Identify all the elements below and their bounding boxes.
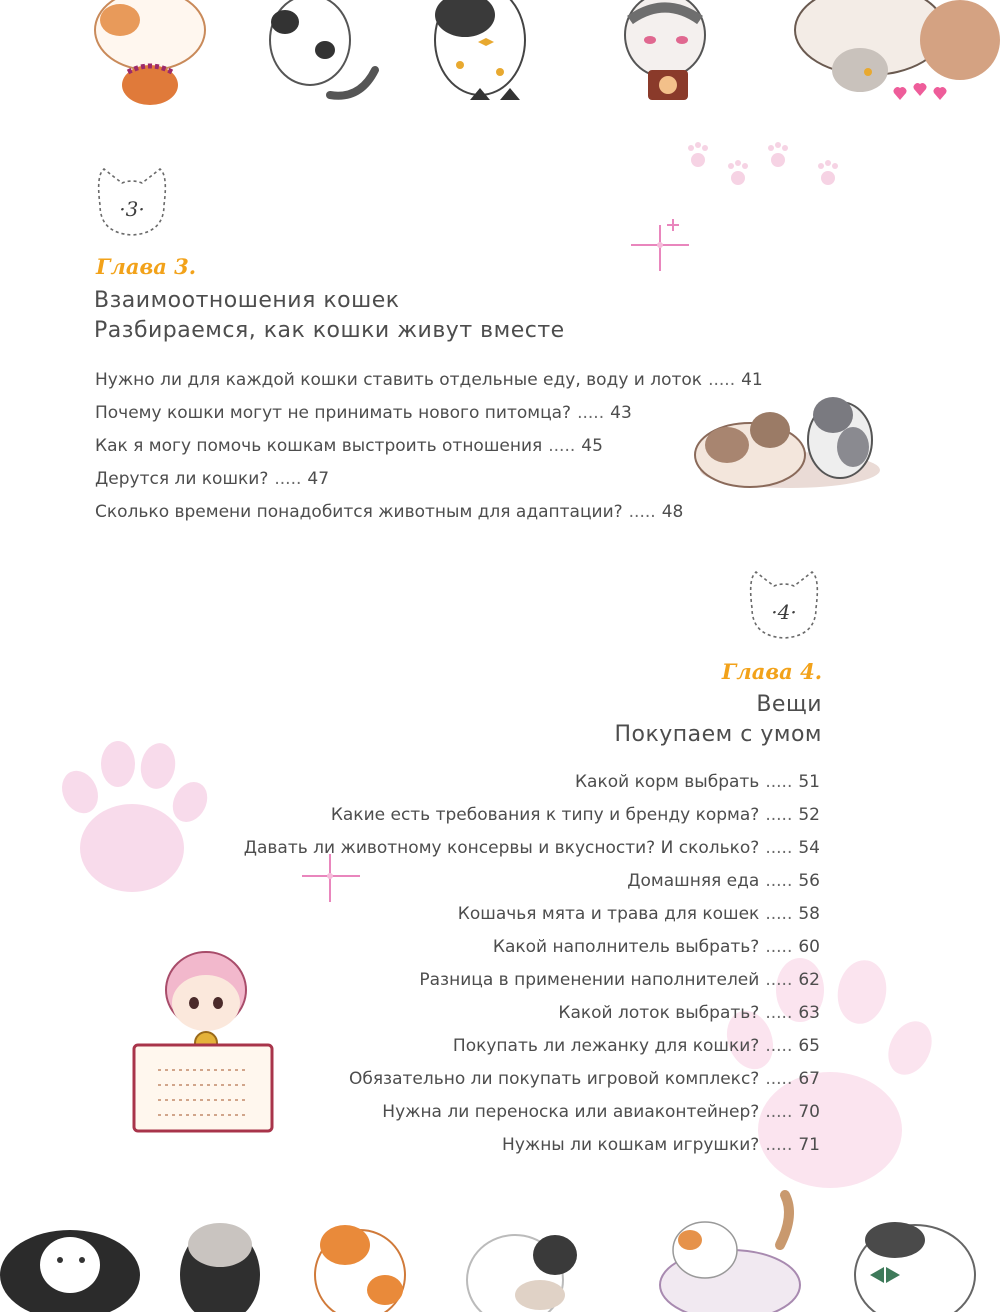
toc-entry[interactable]: [244, 838, 820, 858]
toc-entry-text: Сколько времени понадобится животным для адаптации?: [95, 502, 623, 522]
sparkle-icon: [625, 215, 695, 275]
toc-leader: .....: [548, 436, 576, 456]
toc-page-number: 70: [798, 1102, 820, 1122]
toc-entry[interactable]: [502, 1135, 820, 1155]
two-cats-illustration: [685, 385, 900, 500]
toc-leader: .....: [765, 871, 793, 891]
chapter-badge: [90, 165, 174, 239]
cat-with-sign-illustration: [128, 945, 278, 1135]
chapter-number: ·3·: [119, 197, 145, 221]
toc-page-number: 63: [798, 1003, 820, 1023]
toc-entry[interactable]: [95, 370, 763, 390]
toc-leader: .....: [765, 937, 793, 957]
toc-leader: .....: [765, 970, 793, 990]
toc-entry[interactable]: [95, 403, 632, 423]
toc-entry[interactable]: [95, 502, 683, 522]
toc-entry[interactable]: [95, 436, 603, 456]
toc-entry-text: Как я могу помочь кошкам выстроить отношения: [95, 436, 543, 456]
toc-leader: .....: [765, 772, 793, 792]
sparkle-icon: [298, 850, 364, 906]
toc-entry-text: Покупать ли лежанку для кошки?: [452, 1036, 760, 1056]
toc-leader: .....: [765, 1102, 793, 1122]
chapter-title: Взаимоотношения кошек: [94, 288, 400, 313]
chapter-badge: [742, 568, 826, 642]
toc-entry[interactable]: [458, 904, 820, 924]
toc-page-number: 43: [610, 403, 632, 423]
toc-leader: .....: [765, 838, 793, 858]
toc-leader: .....: [765, 805, 793, 825]
toc-entry[interactable]: [575, 772, 820, 792]
toc-entry-text: Разница в применении наполнителей: [419, 970, 760, 990]
toc-entry-text: Нужно ли для каждой кошки ставить отдельные еду, воду и лоток: [95, 370, 703, 390]
chapter-subtitle: Разбираемся, как кошки живут вместе: [94, 318, 565, 343]
toc-leader: .....: [765, 1069, 793, 1089]
toc-page-number: 65: [798, 1036, 820, 1056]
toc-leader: .....: [765, 1003, 793, 1023]
toc-page-number: 62: [798, 970, 820, 990]
toc-entry[interactable]: [331, 805, 820, 825]
toc-entry-text: Какой корм выбрать: [574, 772, 760, 792]
toc-leader: .....: [628, 502, 656, 522]
cats-top-illustration: [0, 0, 1000, 115]
paw-print-large-left-icon: [40, 730, 220, 910]
toc-page-number: 52: [798, 805, 820, 825]
toc-entry[interactable]: [453, 1036, 820, 1056]
toc-page-number: 58: [798, 904, 820, 924]
toc-entry-text: Почему кошки могут не принимать нового питомца?: [95, 403, 572, 423]
toc-entry[interactable]: [419, 970, 820, 990]
toc-page-number: 51: [798, 772, 820, 792]
toc-page-number: 41: [741, 370, 763, 390]
toc-entry[interactable]: [558, 1003, 820, 1023]
toc-leader: .....: [765, 904, 793, 924]
toc-page-number: 67: [798, 1069, 820, 1089]
toc-leader: .....: [765, 1036, 793, 1056]
toc-entry-text: Какой лоток выбрать?: [558, 1003, 760, 1023]
toc-page-number: 47: [307, 469, 330, 489]
toc-entry-text: Нужна ли переноска или авиаконтейнер?: [382, 1102, 760, 1122]
cats-bottom-illustration: [0, 1205, 1000, 1312]
toc-entry-text: Кошачья мята и трава для кошек: [457, 904, 760, 924]
toc-entry-text: Домашняя еда: [627, 871, 760, 891]
toc-entry[interactable]: [627, 871, 820, 891]
toc-page-number: 45: [581, 436, 603, 456]
toc-entry[interactable]: [493, 937, 820, 957]
chapter-title: Вещи: [756, 692, 822, 717]
toc-entry-text: Давать ли животному консервы и вкусности? И сколько?: [243, 838, 760, 858]
chapter-label: Глава 3.: [96, 254, 197, 279]
toc-entry-text: Нужны ли кошкам игрушки?: [502, 1135, 760, 1155]
toc-entry[interactable]: [382, 1102, 820, 1122]
toc-entry-text: Дерутся ли кошки?: [95, 469, 269, 489]
toc-page-number: 60: [798, 937, 820, 957]
paw-prints-small-icon: [680, 130, 850, 210]
toc-entry[interactable]: [95, 469, 329, 489]
chapter-label: Глава 4.: [721, 659, 822, 684]
toc-entry-text: Какой наполнитель выбрать?: [492, 937, 760, 957]
toc-entry-text: Обязательно ли покупать игровой комплекс?: [348, 1069, 760, 1089]
toc-page-number: 71: [798, 1135, 820, 1155]
toc-entry-text: Какие есть требования к типу и бренду корма?: [330, 805, 760, 825]
chapter-number: ·4·: [771, 600, 797, 624]
toc-page-number: 54: [798, 838, 820, 858]
chapter-subtitle: Покупаем с умом: [614, 722, 822, 747]
toc-page-number: 48: [661, 502, 684, 522]
toc-page-number: 56: [798, 871, 820, 891]
toc-entry[interactable]: [349, 1069, 820, 1089]
toc-leader: .....: [765, 1135, 793, 1155]
toc-leader: .....: [708, 370, 736, 390]
toc-leader: .....: [274, 469, 302, 489]
toc-leader: .....: [577, 403, 605, 423]
